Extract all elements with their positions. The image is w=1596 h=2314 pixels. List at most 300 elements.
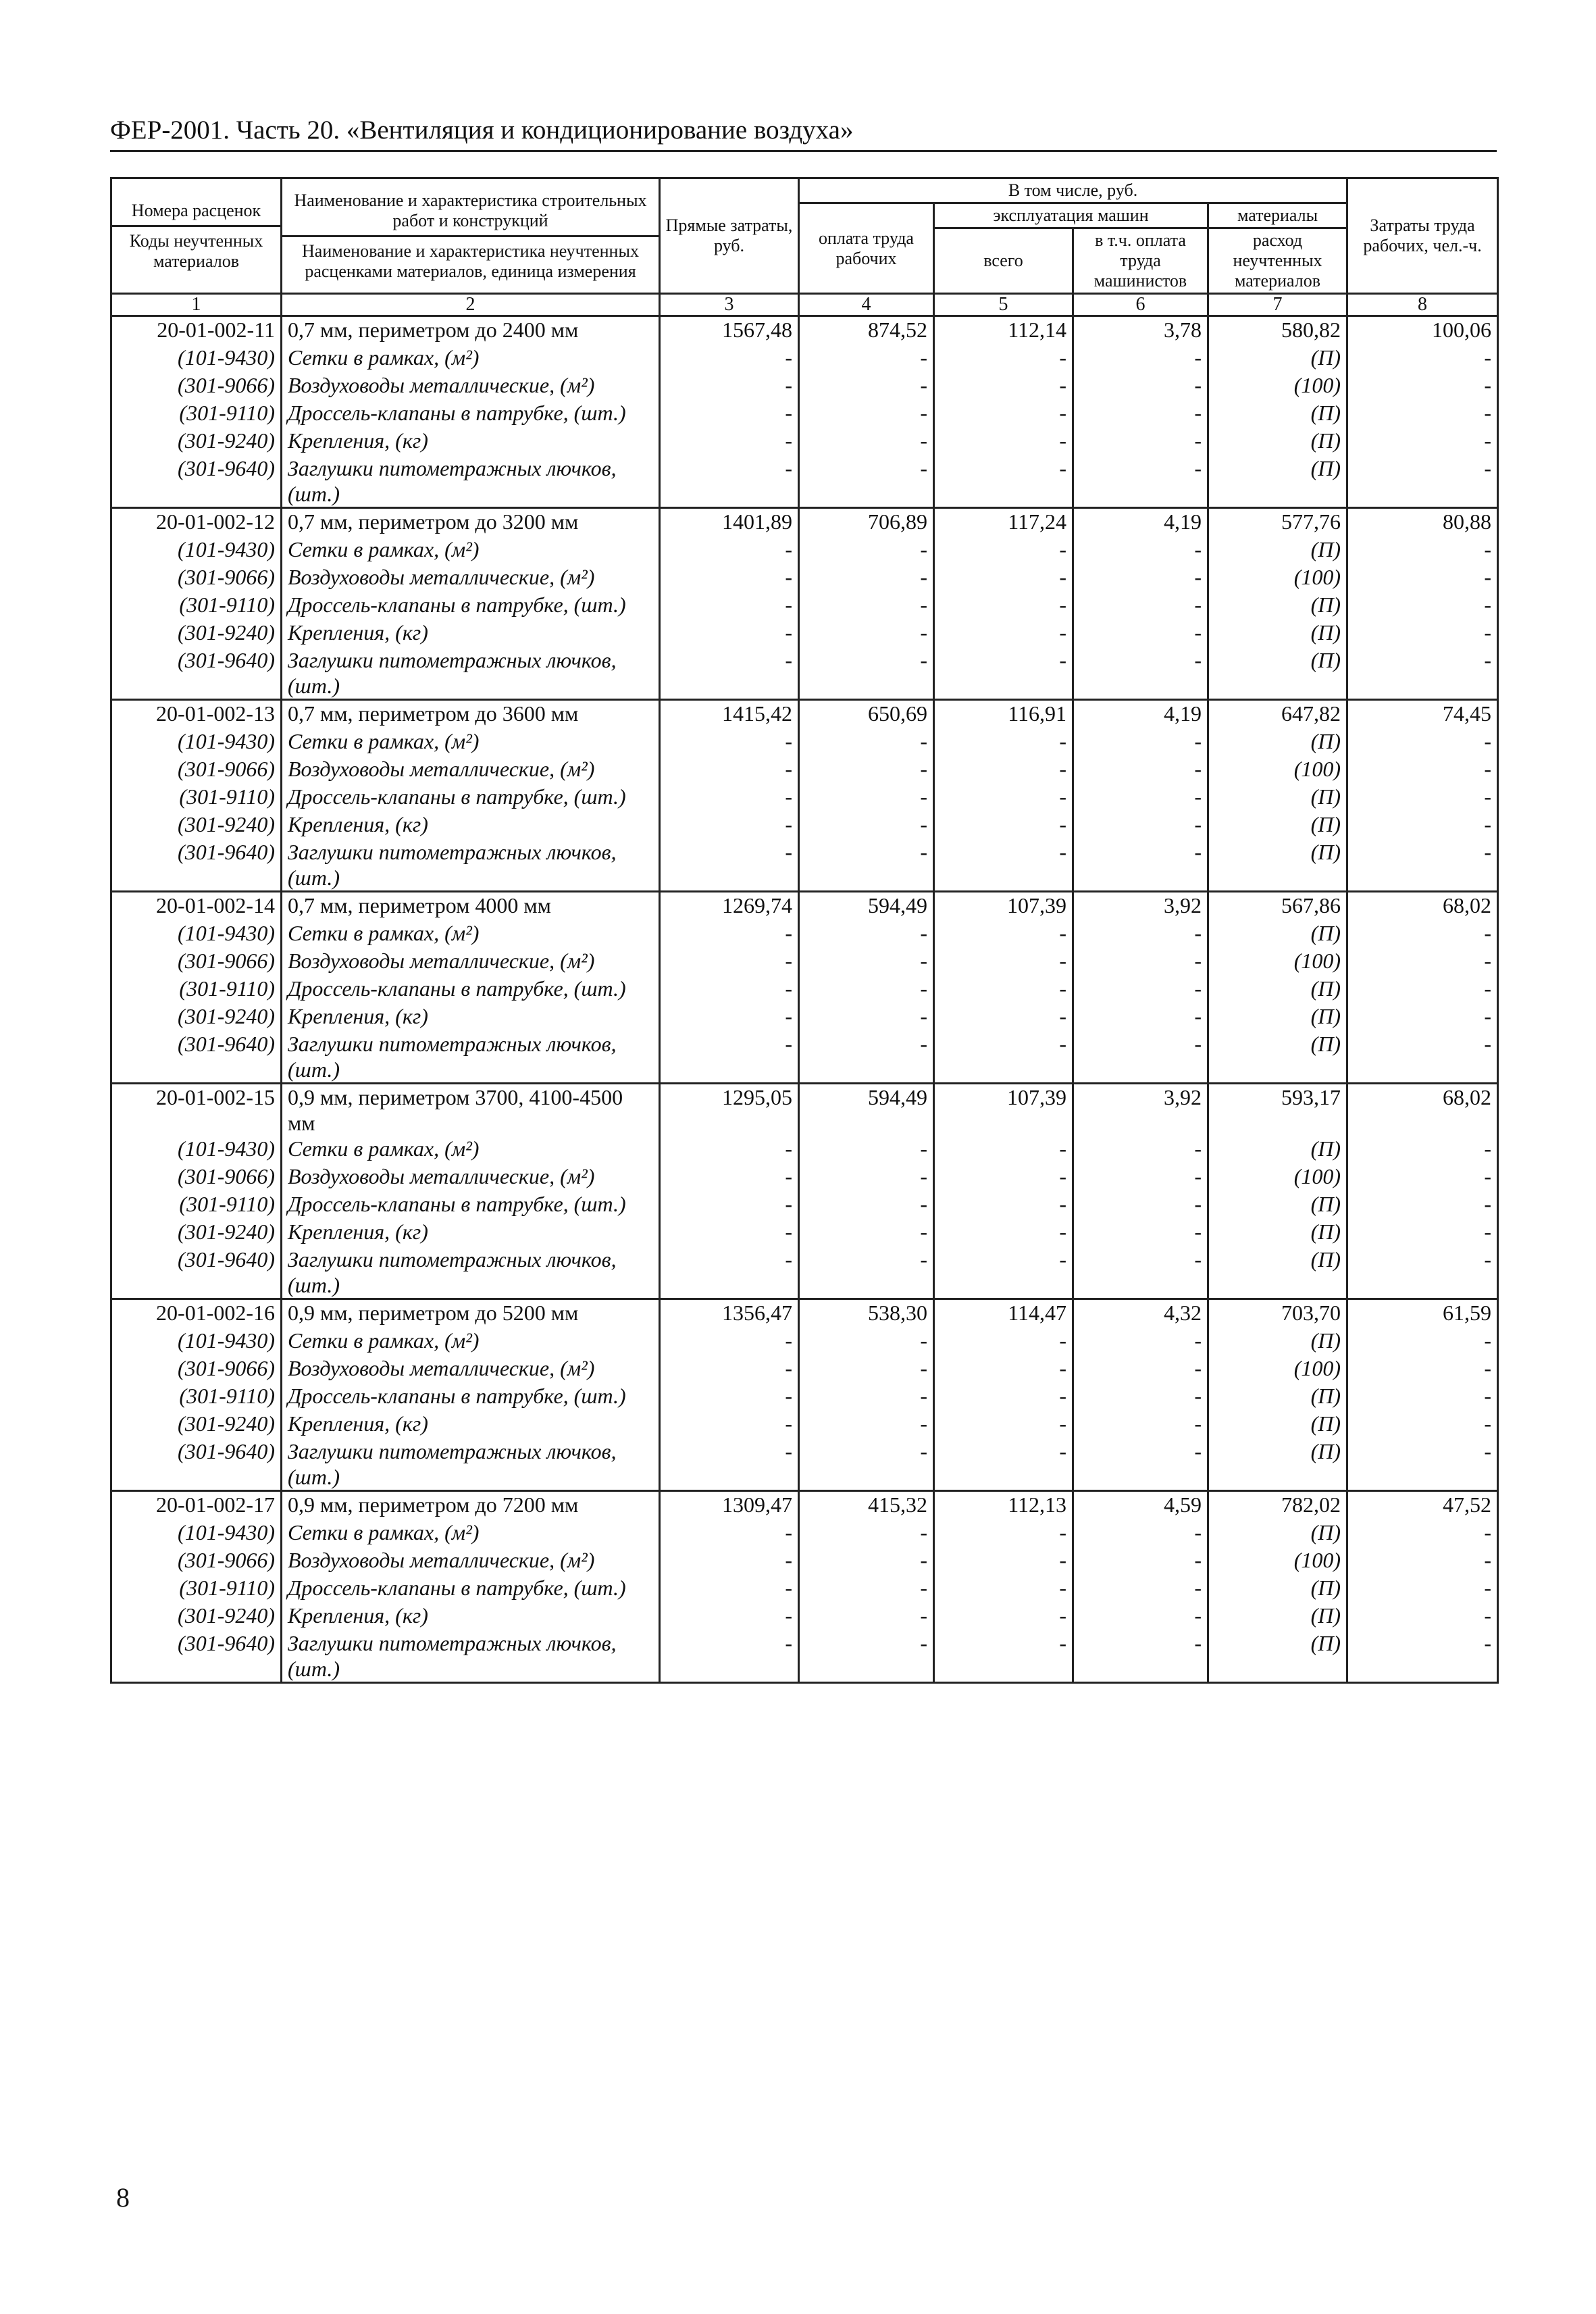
col-number: 6 <box>1073 294 1208 316</box>
dash-cell: - <box>934 1411 1073 1438</box>
material-code: (301-9240) <box>111 1411 282 1438</box>
material-name: Дроссель-клапаны в патрубке, (шт.) <box>282 1191 660 1219</box>
dash-cell: - <box>1347 1519 1498 1547</box>
col-rate-numbers-label: Номера расценок <box>131 200 261 220</box>
material-code: (301-9066) <box>111 948 282 976</box>
material-row <box>111 1383 1498 1411</box>
dash-cell: - <box>799 1383 934 1411</box>
material-code: (301-9640) <box>111 1247 282 1299</box>
dash-cell: - <box>660 1191 799 1219</box>
dash-cell: - <box>1347 620 1498 647</box>
dash-cell: - <box>799 1191 934 1219</box>
labor-pay: 706,89 <box>799 508 934 537</box>
material-name: Заглушки питометражных лючков, (шт.) <box>282 647 660 700</box>
material-name: Воздуховоды металлические, (м²) <box>282 1163 660 1191</box>
machines-total: 107,39 <box>934 892 1073 921</box>
material-code: (301-9240) <box>111 428 282 455</box>
dash-cell: - <box>1073 372 1208 400</box>
dash-cell: - <box>660 1411 799 1438</box>
dash-cell: - <box>934 756 1073 784</box>
dash-cell: - <box>934 1438 1073 1491</box>
dash-cell: - <box>1347 1219 1498 1247</box>
material-row <box>111 592 1498 620</box>
dash-cell: - <box>1073 1219 1208 1247</box>
dash-cell: - <box>1347 647 1498 700</box>
dash-cell: - <box>799 592 934 620</box>
material-row <box>111 1411 1498 1438</box>
dash-cell: - <box>934 839 1073 892</box>
dash-cell: - <box>1073 728 1208 756</box>
material-row <box>111 839 1498 892</box>
col-number: 3 <box>660 294 799 316</box>
material-name: Воздуховоды металлические, (м²) <box>282 1355 660 1383</box>
material-code: (301-9640) <box>111 455 282 508</box>
col-number: 1 <box>111 294 282 316</box>
material-qty: (100) <box>1208 564 1347 592</box>
dash-cell: - <box>1073 647 1208 700</box>
material-qty: (П) <box>1208 1247 1347 1299</box>
dash-cell: - <box>1073 1383 1208 1411</box>
dash-cell: - <box>1347 1031 1498 1084</box>
dash-cell: - <box>1347 1191 1498 1219</box>
labor-pay: 594,49 <box>799 1084 934 1136</box>
dash-cell: - <box>1073 592 1208 620</box>
material-qty: (П) <box>1208 839 1347 892</box>
dash-cell: - <box>1073 1247 1208 1299</box>
dash-cell: - <box>1347 455 1498 508</box>
material-code: (301-9640) <box>111 647 282 700</box>
material-code: (101-9430) <box>111 1328 282 1355</box>
material-code: (301-9640) <box>111 1438 282 1491</box>
dash-cell: - <box>660 839 799 892</box>
dash-cell: - <box>1347 345 1498 372</box>
material-qty: (П) <box>1208 1191 1347 1219</box>
dash-cell: - <box>1073 839 1208 892</box>
group-materials-label: материалы <box>1208 203 1347 228</box>
direct-costs: 1401,89 <box>660 508 799 537</box>
material-qty: (П) <box>1208 1411 1347 1438</box>
dash-cell: - <box>1347 1438 1498 1491</box>
dash-cell: - <box>934 428 1073 455</box>
dash-cell: - <box>934 345 1073 372</box>
dash-cell: - <box>1347 948 1498 976</box>
rate-name: 0,7 мм, периметром до 2400 мм <box>282 316 660 345</box>
material-row <box>111 345 1498 372</box>
dash-cell: - <box>1073 1031 1208 1084</box>
dash-cell: - <box>660 372 799 400</box>
dash-cell: - <box>799 976 934 1003</box>
material-name: Сетки в рамках, (м²) <box>282 1328 660 1355</box>
col-material-name-label: Наименование и характеристика неучтенных расценками материалов, единица измерения <box>302 241 639 281</box>
dash-cell: - <box>799 784 934 811</box>
material-name: Сетки в рамках, (м²) <box>282 728 660 756</box>
labor-hours: 68,02 <box>1347 1084 1498 1136</box>
dash-cell: - <box>1347 1247 1498 1299</box>
dash-cell: - <box>934 728 1073 756</box>
dash-cell: - <box>1073 756 1208 784</box>
labor-hours: 100,06 <box>1347 316 1498 345</box>
material-code: (301-9240) <box>111 1219 282 1247</box>
page-number: 8 <box>116 2182 130 2213</box>
dash-cell: - <box>1073 428 1208 455</box>
dash-cell: - <box>799 536 934 564</box>
machinist-pay: 4,19 <box>1073 700 1208 729</box>
material-code: (301-9066) <box>111 756 282 784</box>
dash-cell: - <box>1347 811 1498 839</box>
dash-cell: - <box>799 1547 934 1575</box>
material-code: (301-9110) <box>111 1191 282 1219</box>
machinist-pay: 4,32 <box>1073 1299 1208 1328</box>
rate-code: 20-01-002-11 <box>111 316 282 345</box>
rate-name: 0,7 мм, периметром до 3600 мм <box>282 700 660 729</box>
dash-cell: - <box>1073 1136 1208 1163</box>
dash-cell: - <box>1073 564 1208 592</box>
col-labor-pay-label: оплата труда рабочих <box>799 203 934 294</box>
material-name: Воздуховоды металлические, (м²) <box>282 372 660 400</box>
materials-cost: 647,82 <box>1208 700 1347 729</box>
material-row <box>111 1003 1498 1031</box>
rate-name: 0,9 мм, периметром до 5200 мм <box>282 1299 660 1328</box>
col-number: 5 <box>934 294 1073 316</box>
material-name: Крепления, (кг) <box>282 1003 660 1031</box>
material-row <box>111 728 1498 756</box>
dash-cell: - <box>934 1355 1073 1383</box>
material-name: Сетки в рамках, (м²) <box>282 1519 660 1547</box>
material-qty: (П) <box>1208 728 1347 756</box>
rate-row <box>111 892 1498 921</box>
machines-total: 114,47 <box>934 1299 1073 1328</box>
dash-cell: - <box>799 372 934 400</box>
material-qty: (П) <box>1208 1575 1347 1603</box>
labor-pay: 538,30 <box>799 1299 934 1328</box>
rate-name: 0,9 мм, периметром 3700, 4100-4500 мм <box>282 1084 660 1136</box>
dash-cell: - <box>799 428 934 455</box>
material-name: Крепления, (кг) <box>282 1219 660 1247</box>
machinist-pay: 3,78 <box>1073 316 1208 345</box>
material-code: (301-9066) <box>111 1355 282 1383</box>
material-name: Заглушки питометражных лючков, (шт.) <box>282 1438 660 1491</box>
dash-cell: - <box>660 1438 799 1491</box>
col-machines-total-label: всего <box>934 228 1073 294</box>
dash-cell: - <box>1347 1003 1498 1031</box>
dash-cell: - <box>799 728 934 756</box>
group-machines-label: эксплуатация машин <box>934 203 1208 228</box>
material-code: (301-9110) <box>111 784 282 811</box>
material-code: (301-9110) <box>111 400 282 428</box>
material-row <box>111 1136 1498 1163</box>
dash-cell: - <box>934 1603 1073 1630</box>
dash-cell: - <box>660 920 799 948</box>
material-qty: (П) <box>1208 811 1347 839</box>
material-name: Сетки в рамках, (м²) <box>282 345 660 372</box>
material-row <box>111 1328 1498 1355</box>
dash-cell: - <box>660 1219 799 1247</box>
material-qty: (П) <box>1208 976 1347 1003</box>
dash-cell: - <box>934 1328 1073 1355</box>
group-including-label: В том числе, руб. <box>799 178 1347 203</box>
material-qty: (100) <box>1208 372 1347 400</box>
col-direct-costs-label: Прямые затраты, руб. <box>660 178 799 294</box>
dash-cell: - <box>934 372 1073 400</box>
direct-costs: 1415,42 <box>660 700 799 729</box>
dash-cell: - <box>799 1519 934 1547</box>
labor-pay: 415,32 <box>799 1491 934 1520</box>
material-name: Сетки в рамках, (м²) <box>282 536 660 564</box>
material-name: Крепления, (кг) <box>282 811 660 839</box>
dash-cell: - <box>660 784 799 811</box>
material-code: (101-9430) <box>111 1136 282 1163</box>
dash-cell: - <box>1347 1575 1498 1603</box>
material-row <box>111 647 1498 700</box>
col-number: 8 <box>1347 294 1498 316</box>
material-row <box>111 976 1498 1003</box>
material-name: Воздуховоды металлические, (м²) <box>282 564 660 592</box>
rate-row <box>111 508 1498 537</box>
material-qty: (П) <box>1208 428 1347 455</box>
dash-cell: - <box>1347 1163 1498 1191</box>
material-row <box>111 372 1498 400</box>
material-row <box>111 1438 1498 1491</box>
material-qty: (П) <box>1208 1219 1347 1247</box>
col-material-codes-label: Коды неучтенных материалов <box>129 230 263 271</box>
dash-cell: - <box>1073 1575 1208 1603</box>
dash-cell: - <box>660 1136 799 1163</box>
dash-cell: - <box>799 1575 934 1603</box>
dash-cell: - <box>799 1355 934 1383</box>
material-row <box>111 1603 1498 1630</box>
dash-cell: - <box>799 400 934 428</box>
material-qty: (100) <box>1208 756 1347 784</box>
material-name: Заглушки питометражных лючков, (шт.) <box>282 455 660 508</box>
material-code: (101-9430) <box>111 1519 282 1547</box>
dash-cell: - <box>660 948 799 976</box>
header-rule <box>110 150 1497 152</box>
material-row <box>111 948 1498 976</box>
rate-row <box>111 1299 1498 1328</box>
col-work-name-label: Наименование и характеристика строительных работ и конструкций <box>294 190 647 230</box>
labor-pay: 650,69 <box>799 700 934 729</box>
dash-cell: - <box>660 1630 799 1683</box>
dash-cell: - <box>660 564 799 592</box>
dash-cell: - <box>1347 372 1498 400</box>
dash-cell: - <box>660 455 799 508</box>
material-code: (101-9430) <box>111 920 282 948</box>
dash-cell: - <box>1347 1547 1498 1575</box>
dash-cell: - <box>660 1547 799 1575</box>
table-head <box>111 178 1498 316</box>
materials-cost: 593,17 <box>1208 1084 1347 1136</box>
rate-row <box>111 1084 1498 1136</box>
machinist-pay: 4,59 <box>1073 1491 1208 1520</box>
dash-cell: - <box>799 1003 934 1031</box>
dash-cell: - <box>1073 620 1208 647</box>
dash-cell: - <box>1073 920 1208 948</box>
dash-cell: - <box>1073 948 1208 976</box>
rate-code: 20-01-002-16 <box>111 1299 282 1328</box>
machinist-pay: 4,19 <box>1073 508 1208 537</box>
dash-cell: - <box>934 811 1073 839</box>
material-row <box>111 400 1498 428</box>
material-row <box>111 620 1498 647</box>
machines-total: 112,13 <box>934 1491 1073 1520</box>
material-code: (301-9640) <box>111 839 282 892</box>
material-qty: (100) <box>1208 1547 1347 1575</box>
dash-cell: - <box>1347 728 1498 756</box>
dash-cell: - <box>1347 976 1498 1003</box>
material-code: (101-9430) <box>111 728 282 756</box>
rate-row <box>111 1491 1498 1520</box>
material-row <box>111 756 1498 784</box>
materials-cost: 580,82 <box>1208 316 1347 345</box>
dash-cell: - <box>799 1411 934 1438</box>
dash-cell: - <box>934 1003 1073 1031</box>
machines-total: 112,14 <box>934 316 1073 345</box>
col-number: 2 <box>282 294 660 316</box>
machines-total: 117,24 <box>934 508 1073 537</box>
dash-cell: - <box>799 839 934 892</box>
rate-name: 0,7 мм, периметром до 3200 мм <box>282 508 660 537</box>
material-row <box>111 1219 1498 1247</box>
dash-cell: - <box>1073 976 1208 1003</box>
materials-cost: 577,76 <box>1208 508 1347 537</box>
dash-cell: - <box>660 620 799 647</box>
col-number: 4 <box>799 294 934 316</box>
material-qty: (П) <box>1208 536 1347 564</box>
dash-cell: - <box>1347 756 1498 784</box>
material-row <box>111 1247 1498 1299</box>
labor-hours: 74,45 <box>1347 700 1498 729</box>
material-row <box>111 1547 1498 1575</box>
dash-cell: - <box>934 1219 1073 1247</box>
dash-cell: - <box>934 948 1073 976</box>
dash-cell: - <box>799 564 934 592</box>
dash-cell: - <box>799 920 934 948</box>
col-materials-consumption-label: расход неучтенных материалов <box>1208 228 1347 294</box>
material-row <box>111 1031 1498 1084</box>
dash-cell: - <box>1073 811 1208 839</box>
rate-code: 20-01-002-15 <box>111 1084 282 1136</box>
machines-total: 116,91 <box>934 700 1073 729</box>
dash-cell: - <box>660 1603 799 1630</box>
dash-cell: - <box>799 345 934 372</box>
material-name: Крепления, (кг) <box>282 620 660 647</box>
dash-cell: - <box>934 1031 1073 1084</box>
direct-costs: 1356,47 <box>660 1299 799 1328</box>
labor-pay: 594,49 <box>799 892 934 921</box>
dash-cell: - <box>660 1355 799 1383</box>
material-code: (301-9240) <box>111 1603 282 1630</box>
dash-cell: - <box>799 647 934 700</box>
dash-cell: - <box>799 756 934 784</box>
material-qty: (П) <box>1208 1328 1347 1355</box>
material-code: (101-9430) <box>111 345 282 372</box>
rates-table <box>110 177 1499 1684</box>
dash-cell: - <box>1073 784 1208 811</box>
material-name: Сетки в рамках, (м²) <box>282 920 660 948</box>
col-machinist-pay-label: в т.ч. оплата труда машинистов <box>1073 228 1208 294</box>
dash-cell: - <box>660 1247 799 1299</box>
rate-name: 0,9 мм, периметром до 7200 мм <box>282 1491 660 1520</box>
material-qty: (П) <box>1208 1630 1347 1683</box>
material-code: (301-9640) <box>111 1630 282 1683</box>
col-number: 7 <box>1208 294 1347 316</box>
material-row <box>111 1575 1498 1603</box>
material-name: Воздуховоды металлические, (м²) <box>282 1547 660 1575</box>
material-name: Крепления, (кг) <box>282 1603 660 1630</box>
dash-cell: - <box>934 1519 1073 1547</box>
material-row <box>111 1163 1498 1191</box>
dash-cell: - <box>799 1136 934 1163</box>
material-qty: (100) <box>1208 1163 1347 1191</box>
material-name: Заглушки питометражных лючков, (шт.) <box>282 1031 660 1084</box>
dash-cell: - <box>1073 1355 1208 1383</box>
dash-cell: - <box>660 976 799 1003</box>
material-row <box>111 1519 1498 1547</box>
material-code: (301-9240) <box>111 1003 282 1031</box>
dash-cell: - <box>799 1031 934 1084</box>
material-code: (301-9066) <box>111 1547 282 1575</box>
dash-cell: - <box>660 1031 799 1084</box>
direct-costs: 1269,74 <box>660 892 799 921</box>
dash-cell: - <box>1347 839 1498 892</box>
dash-cell: - <box>660 1575 799 1603</box>
materials-cost: 703,70 <box>1208 1299 1347 1328</box>
dash-cell: - <box>1347 428 1498 455</box>
material-qty: (П) <box>1208 784 1347 811</box>
material-code: (301-9240) <box>111 811 282 839</box>
material-qty: (П) <box>1208 647 1347 700</box>
dash-cell: - <box>1073 1163 1208 1191</box>
materials-cost: 567,86 <box>1208 892 1347 921</box>
material-qty: (П) <box>1208 592 1347 620</box>
material-name: Дроссель-клапаны в патрубке, (шт.) <box>282 976 660 1003</box>
col-codes-header <box>111 178 282 294</box>
dash-cell: - <box>1347 1411 1498 1438</box>
dash-cell: - <box>934 592 1073 620</box>
dash-cell: - <box>1347 1630 1498 1683</box>
material-row <box>111 428 1498 455</box>
machinist-pay: 3,92 <box>1073 1084 1208 1136</box>
dash-cell: - <box>934 1247 1073 1299</box>
dash-cell: - <box>799 1247 934 1299</box>
material-name: Дроссель-клапаны в патрубке, (шт.) <box>282 400 660 428</box>
col-names-header <box>282 178 660 294</box>
direct-costs: 1309,47 <box>660 1491 799 1520</box>
material-qty: (П) <box>1208 400 1347 428</box>
material-row <box>111 1355 1498 1383</box>
material-name: Заглушки питометражных лючков, (шт.) <box>282 1247 660 1299</box>
rate-row <box>111 316 1498 345</box>
dash-cell: - <box>1347 1383 1498 1411</box>
dash-cell: - <box>1073 536 1208 564</box>
rate-row <box>111 700 1498 729</box>
labor-hours: 47,52 <box>1347 1491 1498 1520</box>
material-name: Сетки в рамках, (м²) <box>282 1136 660 1163</box>
labor-hours: 80,88 <box>1347 508 1498 537</box>
dash-cell: - <box>660 756 799 784</box>
material-qty: (П) <box>1208 345 1347 372</box>
material-name: Воздуховоды металлические, (м²) <box>282 756 660 784</box>
dash-cell: - <box>934 976 1073 1003</box>
col-labor-hours-label: Затраты труда рабочих, чел.-ч. <box>1347 178 1498 294</box>
dash-cell: - <box>934 620 1073 647</box>
dash-cell: - <box>1073 455 1208 508</box>
material-code: (301-9110) <box>111 1575 282 1603</box>
dash-cell: - <box>1073 1328 1208 1355</box>
material-name: Заглушки питометражных лючков, (шт.) <box>282 1630 660 1683</box>
dash-cell: - <box>1347 1328 1498 1355</box>
material-row <box>111 455 1498 508</box>
